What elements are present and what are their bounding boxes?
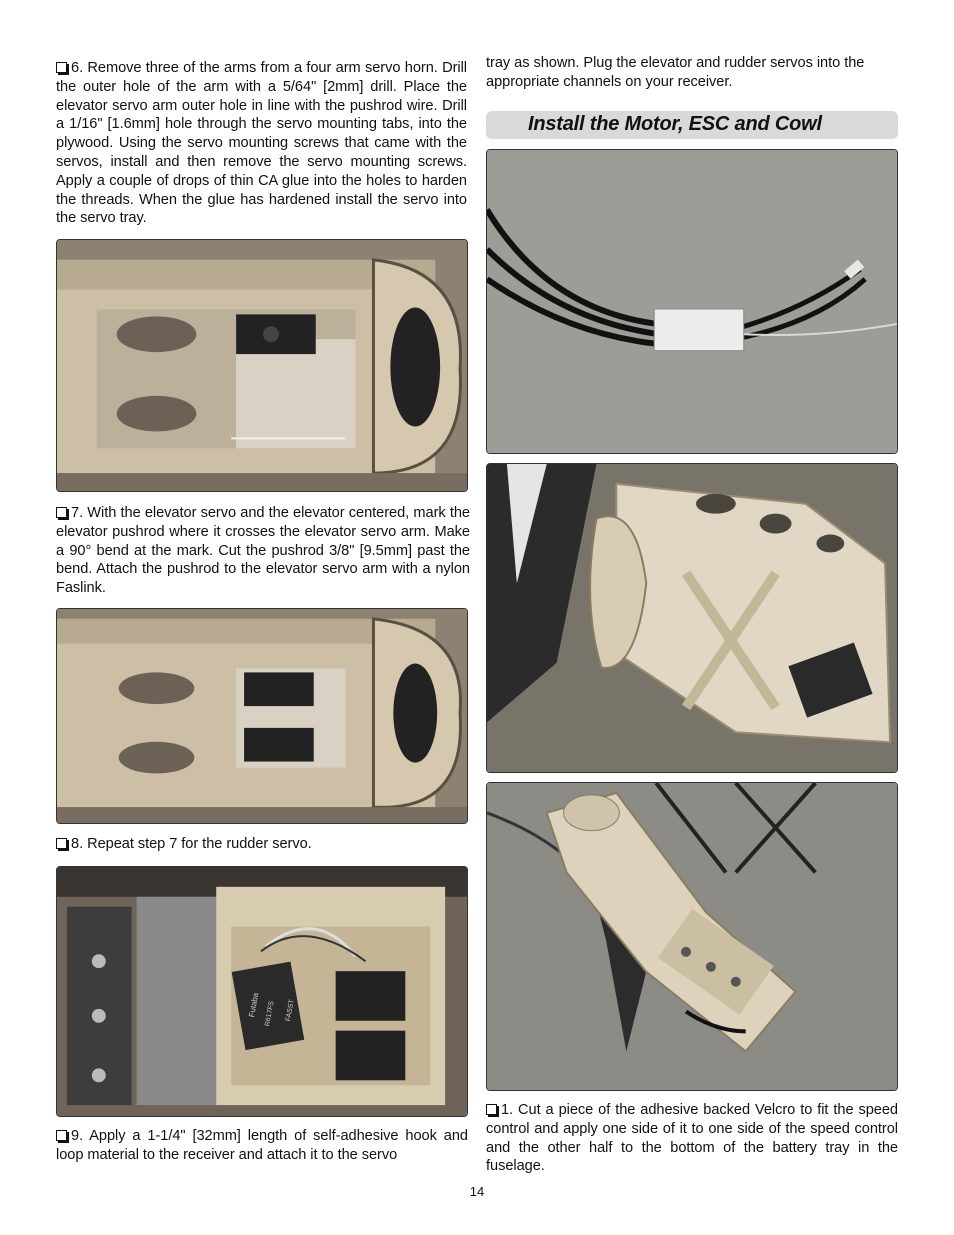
photo-motor-box [486, 463, 898, 773]
step-8-text: 8. Repeat step 7 for the rudder servo. [56, 835, 470, 854]
page-number: 14 [469, 1184, 485, 1199]
motor-step-1-text: 1. Cut a piece of the adhesive backed Velcro to fit the speed control and apply one side of it to one side of the speed control and the other half to the bottom of the battery tray in the fuselage. [486, 1102, 898, 1175]
photo-servo-tray-two-servos [56, 608, 468, 824]
step-6-text: 6. Remove three of the arms from a four arm servo horn. Drill the outer hole of the arm with a 5/64" [2mm] drill. Place the elevator servo arm outer hole in line with the pushrod wire. Drill a 1/16" [1.6mm] hole through the servo mounting tabs, into the plywood. Using the servo mounting screws that came with the servos, install and then remove the servo mounting screws. Apply a couple of drops of thin CA glue into the holes to harden the threads. When the glue has hardened install the servo into the servo tray. [56, 60, 467, 227]
photo-servo-tray-elevator [56, 239, 468, 492]
checkbox-step-6[interactable] [56, 62, 67, 73]
photo-fuselage-assembly [486, 782, 898, 1091]
receiver-tech-label: FASST [284, 999, 296, 1022]
receiver-brand-label: Futaba [247, 992, 261, 1018]
photo-speed-control [486, 149, 898, 454]
step-7-text: 7. With the elevator servo and the elevator centered, mark the elevator pushrod where it crosses the elevator servo arm. Make a 90° bend at the mark. Cut the pushrod 3/8" [9.5mm] past the bend. Attach the pushrod to the elevator servo arm with a nylon Faslink. [56, 505, 470, 597]
checkbox-step-8[interactable] [56, 838, 67, 849]
checkbox-motor-step-1[interactable] [486, 1104, 497, 1115]
section-heading: Install the Motor, ESC and Cowl [528, 113, 822, 135]
section-heading-bar [486, 111, 898, 139]
step-9-continued-text: tray as shown. Plug the elevator and rudder servos into the appropriate channels on your receiver. [486, 55, 865, 90]
checkbox-step-9[interactable] [56, 1130, 67, 1141]
receiver-model-label: R617FS [264, 1000, 276, 1027]
photo-receiver-installed [56, 866, 468, 1117]
step-9-text: 9. Apply a 1-1/4" [32mm] length of self-adhesive hook and loop material to the receiver and attach it to the servo [56, 1128, 468, 1163]
checkbox-step-7[interactable] [56, 507, 67, 518]
